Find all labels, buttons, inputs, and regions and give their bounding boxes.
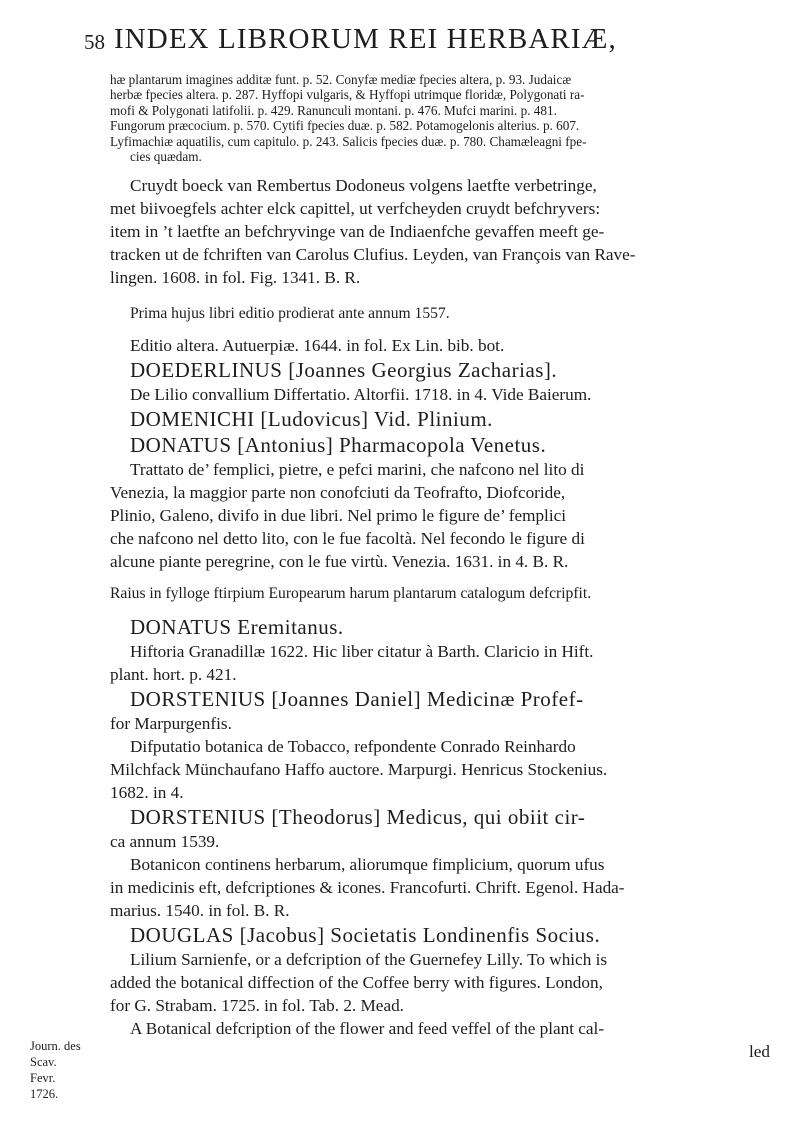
text-line: lingen. 1608. in fol. Fig. 1341. B. R. [110, 268, 361, 288]
text-line: alcune piante peregrine, con le fue virtù. Venezia. 1631. in 4. B. R. [110, 552, 569, 572]
text-line: led [749, 1042, 770, 1062]
text-line: for Marpurgenfis. [110, 714, 232, 734]
text-line: in medicinis eft, defcriptiones & icones. Francofurti. Chrift. Egenol. Hada- [110, 878, 625, 898]
text-line: che nafcono nel detto lito, con le fue facoltà. Nel fecondo le figure di [110, 529, 585, 549]
text-line: marius. 1540. in fol. B. R. [110, 901, 290, 921]
block-figure-list [110, 72, 770, 164]
text-line: Plinio, Galeno, divifo in due libri. Nel primo le figure de’ femplici [110, 506, 566, 526]
entry-donatus-eremitanus [110, 614, 770, 686]
text-line: ca annum 1539. [110, 832, 220, 852]
text-line: Botanicon continens herbarum, aliorumque fimplicium, quorum ufus [130, 855, 605, 875]
note-second-edition: Editio altera. Autuerpiæ. 1644. in fol. Ex Lin. bib. bot. [130, 336, 505, 356]
text-line: added the botanical diffection of the Coffee berry with figures. London, [110, 973, 603, 993]
entry-heading: DONATUS Eremitanus. [130, 615, 344, 640]
main-text [110, 72, 770, 1063]
entry-heading: DORSTENIUS [Theodorus] Medicus, qui obiit cir- [130, 805, 586, 830]
entry-domenichi [110, 406, 770, 432]
text-line: for G. Strabam. 1725. in fol. Tab. 2. Mead. [110, 996, 404, 1016]
text-line: Hiftoria Granadillæ 1622. Hic liber citatur à Barth. Claricio in Hift. [130, 642, 594, 662]
text-line: A Botanical defcription of the flower and feed veffel of the plant cal- [130, 1019, 605, 1039]
text-line: hæ plantarum imagines additæ funt. p. 52. Conyfæ mediæ fpecies altera, p. 93. Judaicæ [110, 72, 572, 87]
entry-dorstenius-theodorus [110, 804, 770, 922]
text-line: tracken ut de fchriften van Carolus Clufius. Leyden, van François van Rave- [110, 245, 636, 265]
text-line: Trattato de’ femplici, pietre, e pefci marini, che nafcono nel lito di [130, 460, 585, 480]
note-first-edition: Prima hujus libri editio prodierat ante annum 1557. [130, 305, 450, 323]
text-line: Venezia, la maggior parte non conofciuti da Teofrafto, Diofcoride, [110, 483, 566, 503]
margin-note-line: Fevr. [30, 1071, 56, 1085]
margin-note [30, 1038, 80, 1102]
entry-dorstenius-joannes [110, 686, 770, 804]
text-line: De Lilio convallium Differtatio. Altorfii. 1718. in 4. Vide Baierum. [130, 385, 592, 405]
text-line: Cruydt boeck van Rembertus Dodoneus volgens laetfte verbetringe, [130, 176, 597, 196]
text-line: Lyfimachiæ aquatilis, cum capitulo. p. 243. Salicis fpecies duæ. p. 780. Chamæleagni fpe- [110, 133, 587, 149]
entry-heading: DOEDERLINUS [Joannes Georgius Zacharias]. [130, 358, 558, 383]
running-head: INDEX LIBRORUM REI HERBARIÆ, [114, 23, 617, 55]
entry-heading: DOMENICHI [Ludovicus] Vid. Plinium. [130, 407, 493, 432]
entry-doederlinus [110, 357, 770, 406]
text-line: cies quædam. [130, 149, 202, 165]
margin-note-line: Journ. des [30, 1039, 81, 1053]
margin-note-line: 1726. [30, 1087, 59, 1101]
page-number: 58 [84, 30, 105, 54]
entry-donatus-antonius [110, 432, 770, 604]
text-line: herbæ fpecies altera. p. 287. Hyffopi vulgaris, & Hyffopi utrimque floridæ, Polygonati ra- [110, 87, 585, 103]
page-header [84, 22, 764, 66]
text-line: mofi & Polygonati latifolii. p. 429. Ranunculi montani. p. 476. Mufci marini. p. 481. [110, 102, 557, 118]
text-line: 1682. in 4. [110, 783, 184, 803]
text-line: plant. hort. p. 421. [110, 665, 237, 685]
entry-heading: DONATUS [Antonius] Pharmacopola Venetus. [130, 433, 547, 458]
text-line: Difputatio botanica de Tobacco, refpondente Conrado Reinhardo [130, 737, 576, 757]
text-line: Milchfack Münchaufano Haffo auctore. Marpurgi. Henricus Stockenius. [110, 760, 608, 780]
text-line: Fungorum præcocium. p. 570. Cytifi fpecies duæ. p. 582. Potamogelonis alterius. p. 607. [110, 118, 580, 134]
text-line: Raius in fylloge ftirpium Europearum harum plantarum catalogum defcripfit. [110, 585, 592, 603]
entry-douglas [110, 922, 770, 1063]
margin-note-line: Scav. [30, 1055, 57, 1069]
text-line: met biivoegfels achter elck capittel, ut verfcheyden cruydt befchryvers: [110, 199, 601, 219]
entry-heading: DORSTENIUS [Joannes Daniel] Medicinæ Profef- [130, 687, 584, 712]
block-cruydt-boeck [110, 174, 770, 289]
entry-heading: DOUGLAS [Jacobus] Societatis Londinenfis Socius. [130, 923, 601, 948]
text-line: item in ’t laetfte an befchryvinge van de Indiaenfche gevaffen meeft ge- [110, 222, 605, 242]
text-line: Lilium Sarnienfe, or a defcription of the Guernefey Lilly. To which is [130, 950, 608, 970]
